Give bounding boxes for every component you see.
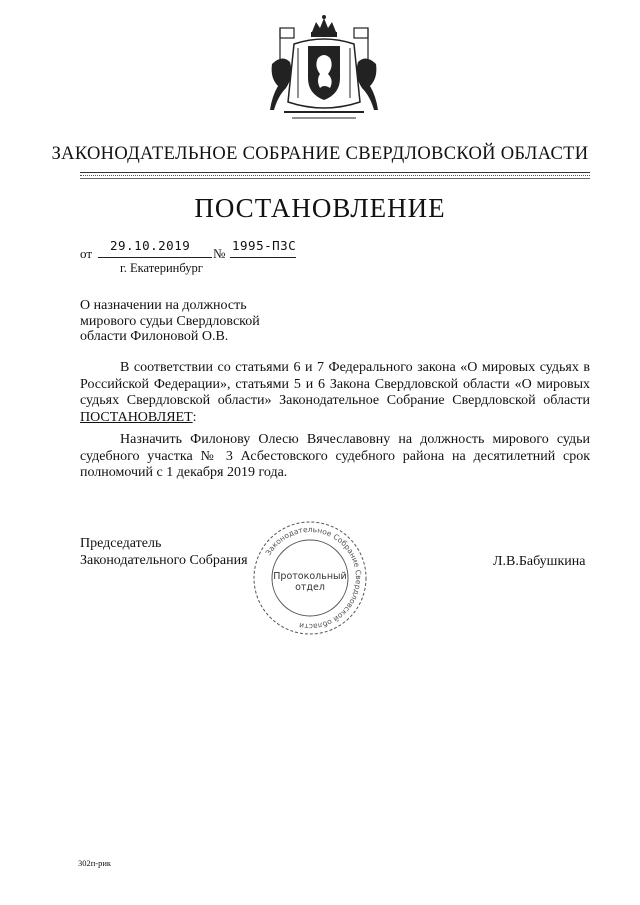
document-body — [80, 360, 590, 482]
number-underline — [230, 257, 296, 258]
document-subject — [80, 298, 320, 345]
document-date: 29.10.2019 — [110, 238, 191, 253]
subject-line: мирового судьи Свердловской — [80, 313, 260, 329]
number-label: № — [213, 246, 226, 261]
body-paragraph: Назначить Филонову Олесю Вячеславовну на должность мирового судьи судебного участка № 3 Асбестовского судебного района на десятилетний срок полномочий с 1 декабря 2019 года. — [80, 432, 590, 480]
stamp-label: Протокольный отдел — [273, 571, 347, 593]
city: г. Екатеринбург — [120, 261, 203, 275]
date-number-line — [80, 238, 320, 262]
header-rule-dotted — [80, 175, 590, 176]
organization-title: ЗАКОНОДАТЕЛЬНОЕ СОБРАНИЕ СВЕРДЛОВСКОЙ ОБЛАСТИ — [51, 144, 589, 164]
resolution-keyword: ПОСТАНОВЛЯЕТ — [80, 409, 193, 425]
signature-title — [80, 535, 248, 569]
header-rule — [80, 172, 590, 173]
subject-line: области Филоновой О.В. — [80, 329, 229, 344]
footer-code: 302п-рик — [78, 858, 112, 868]
document-number: 1995-ПЗС — [232, 238, 297, 253]
stamp-ring-text: Законодательное Собрание Свердловской области — [263, 524, 364, 632]
signature-title-line: Законодательного Собрания — [80, 553, 248, 568]
signature-title-line: Председатель — [80, 536, 162, 551]
subject-line: О назначении на должность — [80, 298, 247, 313]
body-text: В соответствии со статьями 6 и 7 Федерального закона «О мировых судьях в Российской Федерации», статьями 5 и 6 Закона Свердловской области «О мировых судьях Свердловской области» Законодательное Собрание Свердловской области — [80, 360, 590, 408]
coat-of-arms-icon — [264, 14, 384, 124]
body-paragraph: В соответствии со статьями 6 и 7 Федерального закона «О мировых судьях в Российской Федерации», статьями 5 и 6 Закона Свердловской области «О мировых судьях Свердловской области» Законодательное Собрание Свердловской области ПОСТАНОВЛЯЕТ: — [80, 360, 590, 425]
document-type-title: ПОСТАНОВЛЕНИЕ — [194, 193, 446, 223]
signer-name: Л.В.Бабушкина — [493, 554, 586, 569]
date-label: от — [80, 246, 93, 261]
date-underline — [98, 257, 212, 258]
header-rule — [80, 178, 590, 179]
